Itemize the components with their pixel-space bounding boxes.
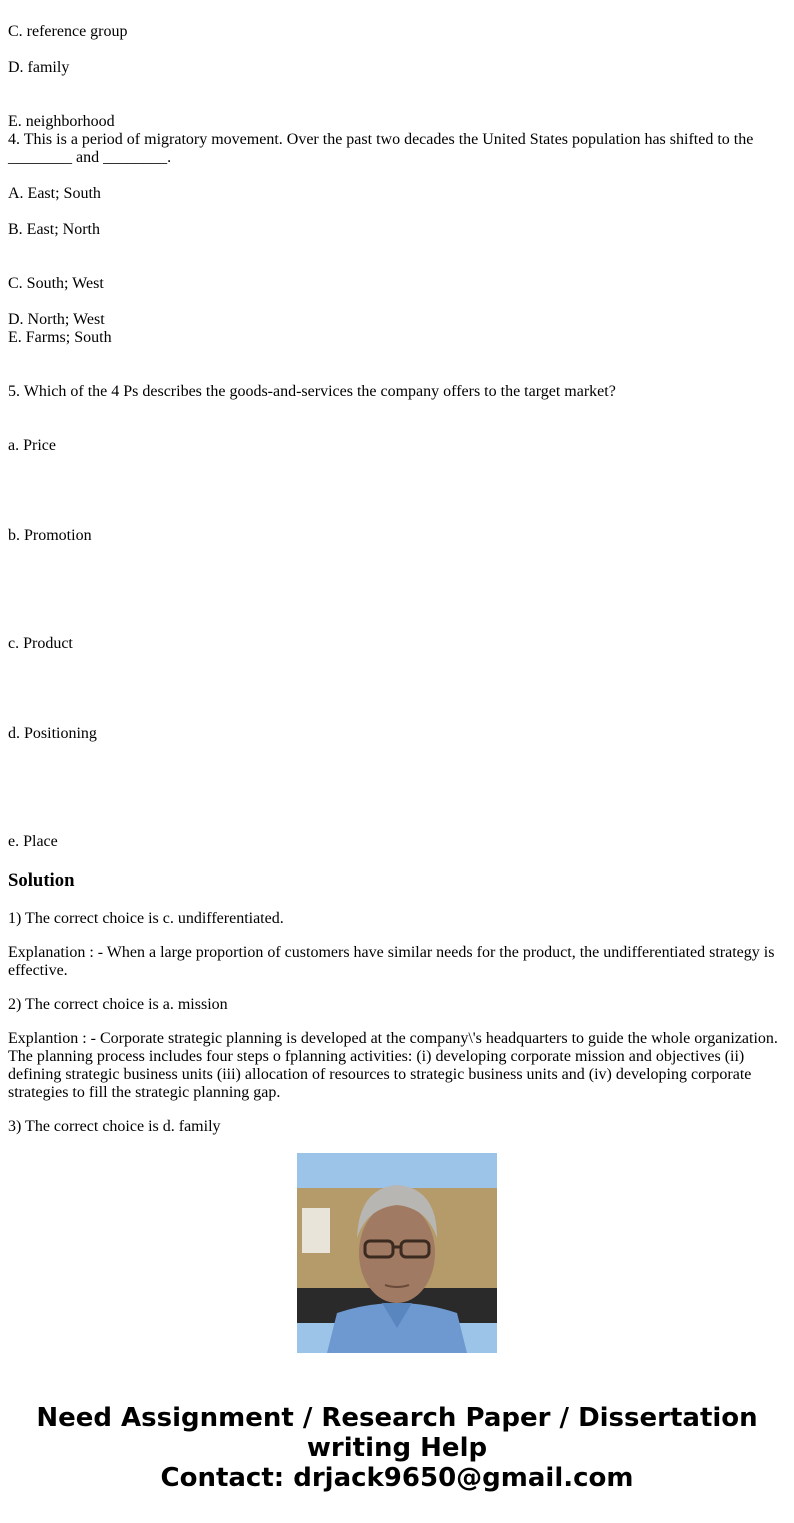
- q4-option-c: C. South; West: [8, 275, 104, 292]
- solution-paragraph-5: 3) The correct choice is d. family: [8, 1118, 221, 1135]
- document-content: [8, 0, 786, 1135]
- author-photo-icon: [297, 1153, 497, 1353]
- solution-paragraph-2: Explanation : - When a large proportion of customers have similar needs for the product, the undifferentiated strategy is effective.: [8, 944, 775, 979]
- promo-banner: [0, 1403, 794, 1493]
- solution-heading: Solution: [8, 870, 75, 891]
- q4-option-d: D. North; West: [8, 311, 105, 328]
- q5-option-a: a. Price: [8, 437, 56, 454]
- q5-option-c: c. Product: [8, 635, 73, 652]
- promo-headline: Need Assignment / Research Paper / Dissertation writing Help: [36, 1403, 758, 1463]
- author-avatar: [297, 1153, 497, 1353]
- q3-option-c: C. reference group: [8, 23, 128, 40]
- solution-paragraph-3: 2) The correct choice is a. mission: [8, 996, 228, 1013]
- q3-option-d: D. family: [8, 59, 70, 76]
- q4-option-e: E. Farms; South: [8, 329, 112, 346]
- q5-option-d: d. Positioning: [8, 725, 97, 742]
- question-5-text: 5. Which of the 4 Ps describes the goods-and-services the company offers to the target market?: [8, 383, 616, 400]
- q5-option-b: b. Promotion: [8, 527, 92, 544]
- q4-option-a: A. East; South: [8, 185, 101, 202]
- question-4-text: 4. This is a period of migratory movement. Over the past two decades the United States population has shifted to the ________ and ________.: [8, 131, 754, 166]
- q3-option-e: E. neighborhood: [8, 113, 115, 130]
- solution-paragraph-1: 1) The correct choice is c. undifferentiated.: [8, 910, 284, 927]
- promo-contact: Contact: drjack9650@gmail.com: [160, 1463, 634, 1493]
- q4-option-b: B. East; North: [8, 221, 100, 238]
- q5-option-e: e. Place: [8, 833, 58, 850]
- solution-paragraph-4: Explantion : - Corporate strategic planning is developed at the company\'s headquarters to guide the whole organization. The planning process includes four steps o fplanning activities: (i) developing corporate mission and objectives (ii) defining strategic business units (iii) allocation of resources to strategic business units and (iv) developing corporate strategies to fill the strategic planning gap.: [8, 1030, 778, 1101]
